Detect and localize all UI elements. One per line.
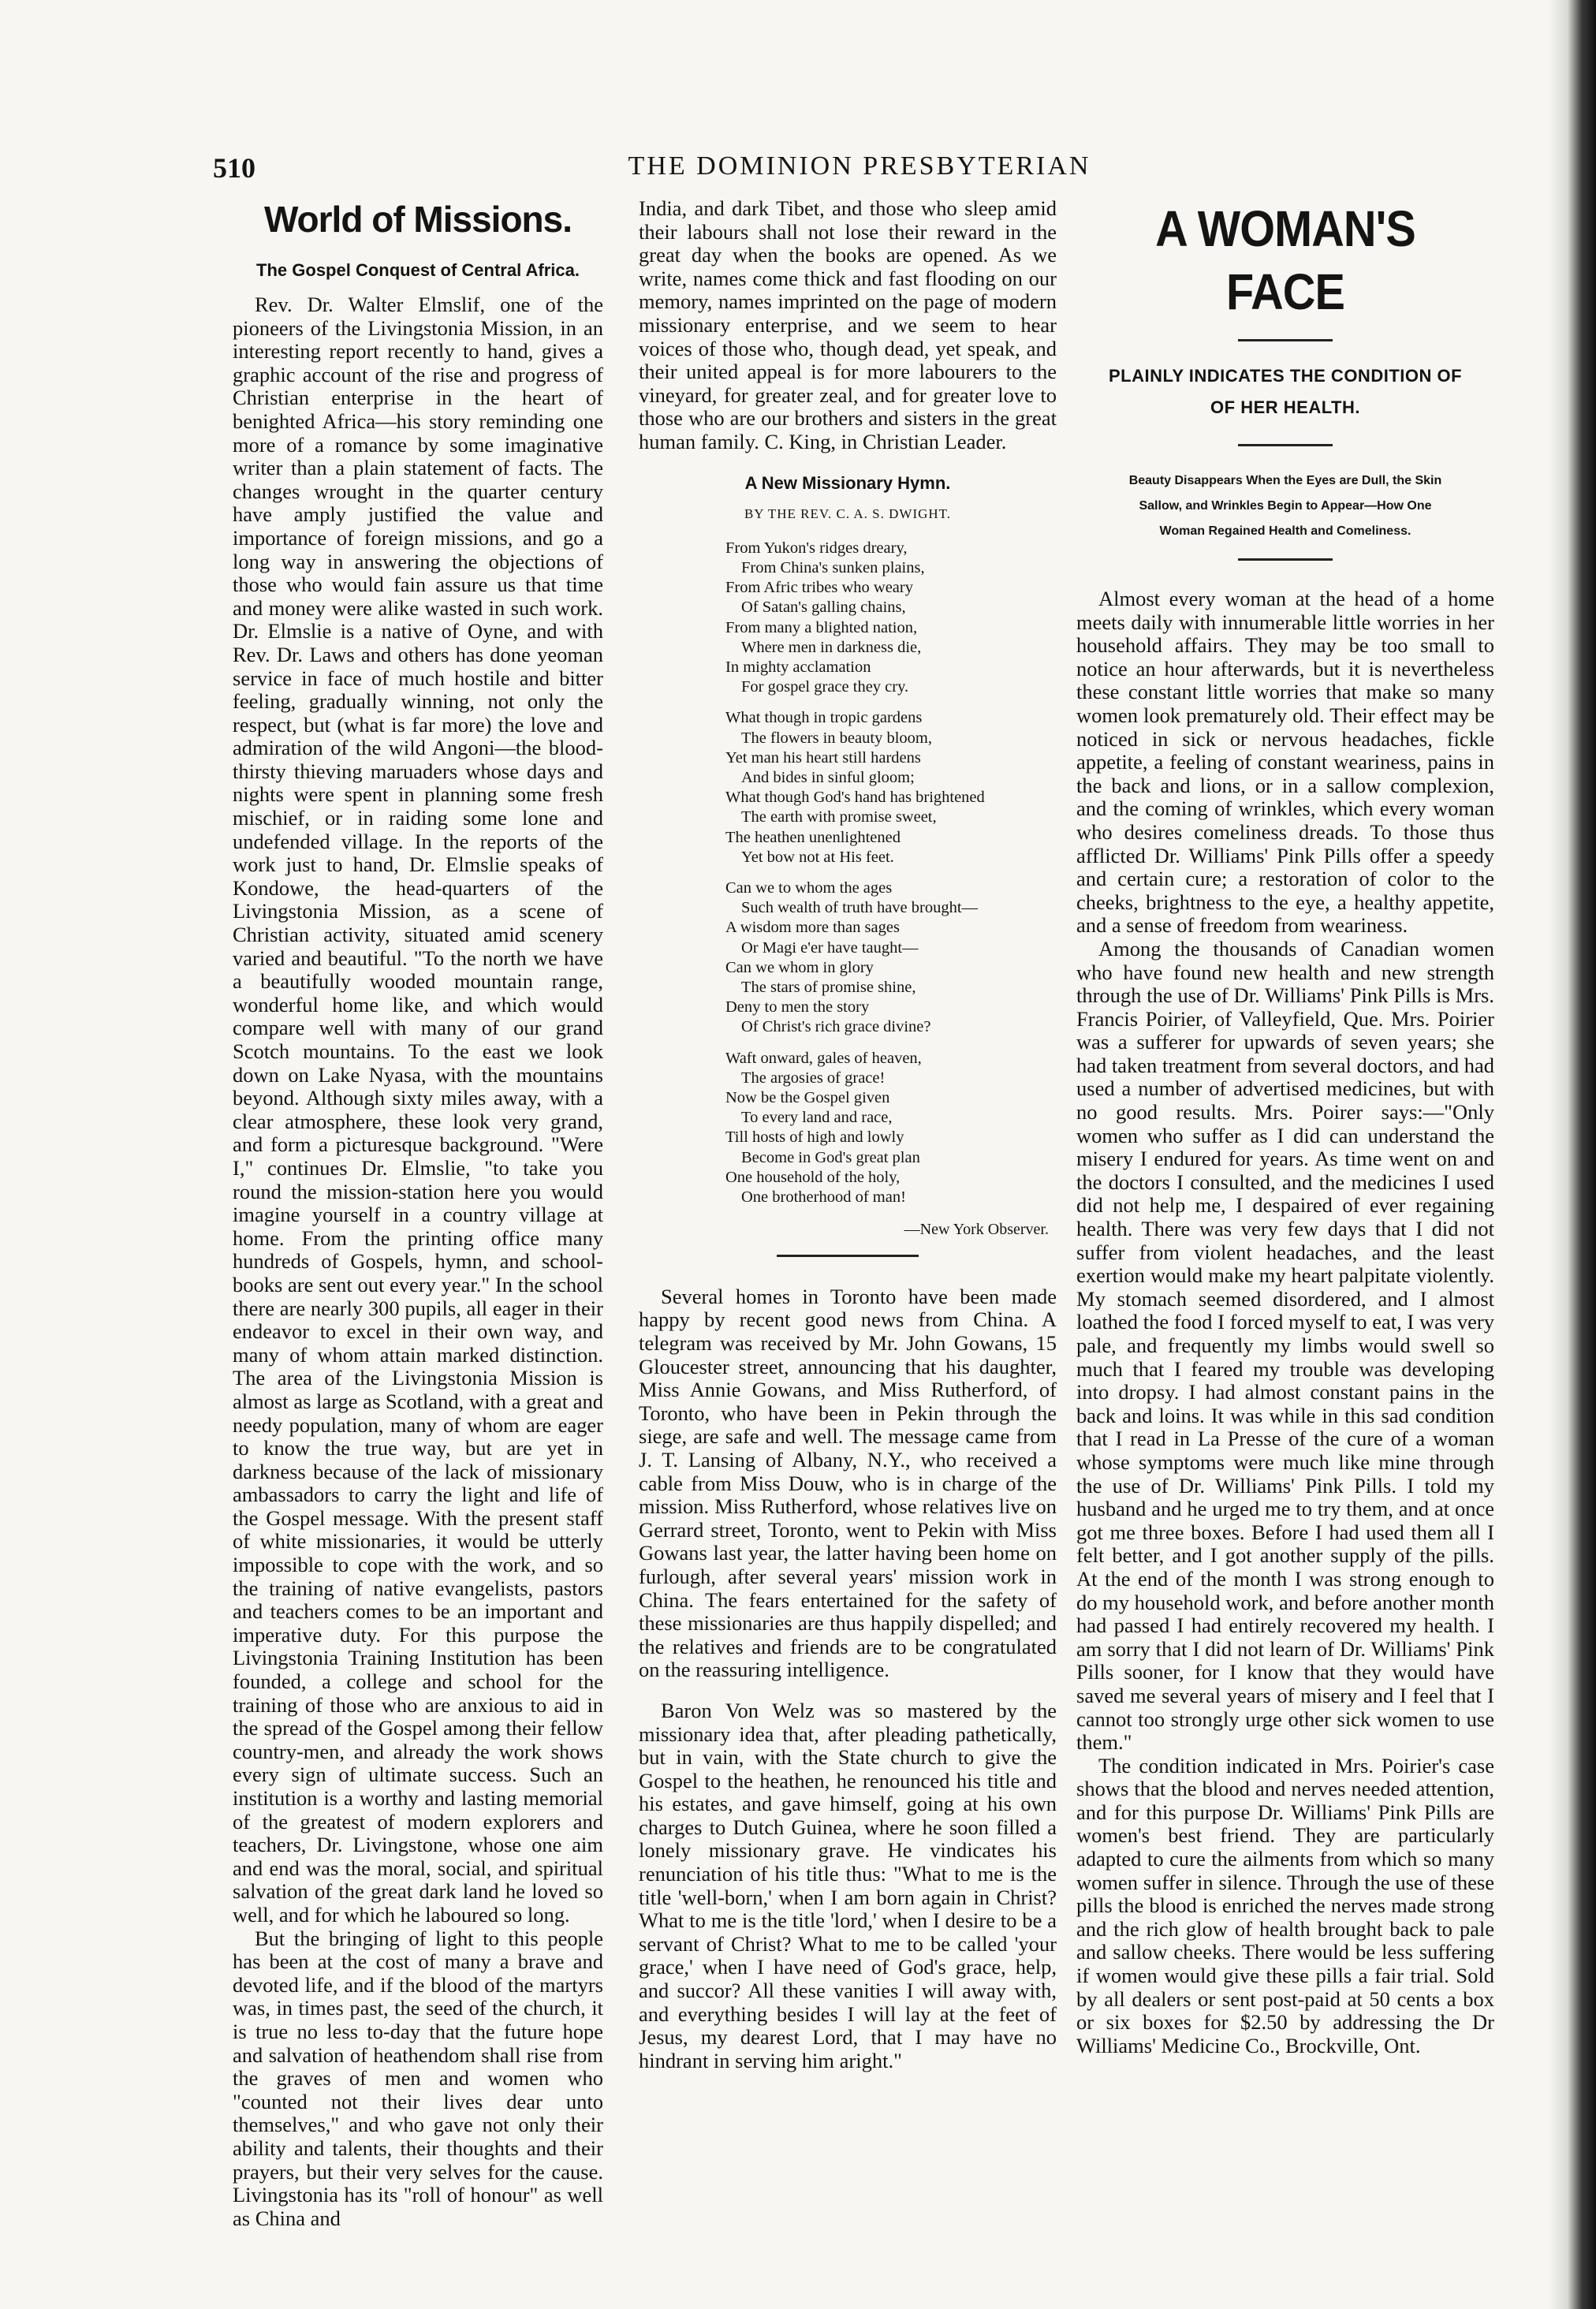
hymn-stanza	[725, 708, 1057, 867]
hymn-line: The earth with promise sweet,	[741, 808, 937, 826]
hymn-line: Such wealth of truth have brought—	[741, 899, 979, 917]
hymn-line: The argosies of grace!	[741, 1069, 886, 1087]
ad-subtitle-line: PLAINLY INDICATES THE CONDITION OF	[1108, 366, 1463, 386]
page-header	[213, 151, 1506, 191]
ad-tagline-line: Beauty Disappears When the Eyes are Dull, the Skin	[1128, 474, 1442, 487]
page-number: 510	[213, 152, 255, 184]
hymn-line: Deny to men the story	[725, 998, 870, 1016]
ad-subtitle-line: OF HER HEALTH.	[1210, 397, 1360, 417]
article-title: The Gospel Conquest of Central Africa.	[256, 260, 580, 280]
ad-paragraph: Among the thousands of Canadian women who have found new health and new strength through the use of Dr. Williams' Pink Pills is Mrs. Francis Poirier, of Valleyfield, Que. Mrs. Poirier was a sufferer for upwards of seven years; she had taken treatment from several doctors, and had used a number of advertised medicines, but with no good results. Mrs. Poirer says:—"Only women who suffer as I did can understand the misery I endured for years. As time went on and the doctors I consulted, and the medicines I used did not help me, I despaired of ever regaining health. There was very few days that I did not suffer from violent headaches, and the least exertion would make my heart palpitate violently. My stomach seemed disordered, and I almost loathed the food I forced myself to eat, I was very pale, and frequently my limbs would swell so much that I feared my trouble was developing into dropsy. I had almost constant pains in the back and loins. It was while in this sad condition that I read in La Presse of the cure of a woman whose symptoms were much like mine through the use of Dr. Williams' Pink Pills. I told my husband and he urged me to try them, and at once got me three boxes. Before I had used them all I felt better, and I got another supply of the pills. At the end of the month I was strong enough to do my household work, and before another month had passed I had entirely recovered my health. I am sorry that I did not learn of Dr. Williams' Pink Pills sooner, for I know that they would have saved me several years of misery and I feel that I cannot too strongly urge other sick women to use them."	[1076, 936, 1494, 1755]
page-edge-shadow	[1549, 0, 1596, 2309]
column-left	[233, 197, 603, 2230]
news-paragraph-toronto: Several homes in Toronto have been made happy by recent good news from China. A telegram was received by Mr. John Gowans, 15 Gloucester street, announcing that his daughter, Miss Annie Gowans, and Miss Rutherford, of Toronto, who have been in Pekin through the siege, are safe and well. The message came from J. T. Lansing of Albany, N.Y., who received a cable from Miss Douw, who is in charge of the mission. Miss Rutherford, whose relatives live on Gerrard street, Toronto, went to Pekin with Miss Gowans last year, the latter having been home on furlough, after several years' mission work in China. The fears entertained for the safety of these missionaries are thus happily dispelled; and the relatives and friends are to be congratulated on the reassuring intelligence.	[639, 1284, 1057, 1682]
column-middle	[639, 197, 1057, 2072]
hymn-author: BY THE REV. C. A. S. DWIGHT.	[744, 506, 952, 522]
hymn-line: One household of the holy,	[725, 1168, 901, 1186]
ad-divider	[1238, 558, 1333, 561]
article-continuation: India, and dark Tibet, and those who sleep amid their labours shall not lose their reward in the great day when the books are opened. As we write, names come thick and fast flooding on our memory, names imprinted on the page of modern missionary enterprise, and we seem to hear voices of those who, though dead, yet speak, and their united appeal is for more labourers to the vineyard, for greater zeal, and for greater love to those who are our brothers and sisters in the great human family. C. King, in Christian Leader.	[639, 196, 1057, 453]
hymn-line: The stars of promise shine,	[741, 978, 916, 996]
hymn-line: Yet bow not at His feet.	[741, 848, 894, 866]
hymn-line: And bides in sinful gloom;	[741, 768, 915, 786]
hymn-line: Waft onward, gales of heaven,	[725, 1049, 922, 1067]
ad-title: A WOMAN'S FACE	[1155, 200, 1415, 320]
hymn-line: To every land and race,	[741, 1109, 893, 1127]
hymn-line: A wisdom more than sages	[725, 919, 900, 937]
hymn-line: Now be the Gospel given	[725, 1089, 890, 1106]
hymn-line: Become in God's great plan	[741, 1148, 920, 1166]
hymn-line: For gospel grace they cry.	[741, 678, 909, 696]
ad-tagline-line: Sallow, and Wrinkles Begin to Appear—How One	[1139, 499, 1432, 513]
hymn-line: Can we to whom the ages	[725, 878, 893, 897]
hymn-line: From China's sunken plains,	[741, 558, 925, 576]
hymn-line: Can we whom in glory	[725, 958, 874, 976]
ad-tagline-line: Woman Regained Health and Comeliness.	[1159, 524, 1411, 538]
hymn-line: From Afric tribes who weary	[725, 579, 913, 597]
hymn-line: In mighty acclamation	[725, 658, 871, 676]
ad-divider	[1238, 444, 1333, 446]
hymn-line: Of Satan's galling chains,	[741, 599, 906, 617]
ad-paragraph: The condition indicated in Mrs. Poirier's case shows that the blood and nerves needed attention, and for this purpose Dr. Williams' Pink Pills are women's best friend. They are particularly adapted to cure the ailments from which so many women suffer in silence. Through the use of these pills the blood is enriched the nerves made strong and the rich glow of health brought back to pale and sallow cheeks. There would be less suffering if women would give these pills a fair trial. Sold by all dealers or sent post-paid at 50 cents a box or six boxes for $2.50 by addressing the Dr Williams' Medicine Co., Brockville, Ont.	[1076, 1753, 1494, 2057]
article-paragraph: Rev. Dr. Walter Elmslif, one of the pioneers of the Livingstonia Mission, in an interesting report recently to hand, gives a graphic account of the rise and progress of Christian enterprise in the heart of benighted Africa—his story reminding one more of a romance by some imaginative writer than a plain statement of facts. The changes wrought in the quarter century have amply justified the value and importance of foreign missions, and go a long way in answering the objections of those who would fain assure us that time and money were alike wasted in such work. Dr. Elmslie is a native of Oyne, and with Rev. Dr. Laws and others has done yeoman service in face of much hostile and bitter feeling, gradually winning, not only the respect, but (what is far more) the love and admiration of the wild Angoni—the blood-thirsty thieving maruaders whose days and nights were spent in planning some fresh mischief, or in raiding some lone and undefended village. In the reports of the work just to hand, Dr. Elmslie speaks of Kondowe, the head-quarters of the Livingstonia Mission, as a scene of Christian activity, situated amid scenery varied and beautiful. "To the north we have a beautifully wooded mountain range, wonderful home like, and which would compare well with many of our grand Scotch mountains. To the east we look down on Lake Nyasa, with the mountains beyond. Although sixty miles away, with a clear atmosphere, these look very grand, and form a picturesque background. "Were I," continues Dr. Elmslie, "to take you round the mission-station here you would imagine yourself in a country village at home. From the printing office many hundreds of Gospels, hymn, and school-books are sent out every year." In the school there are nearly 300 pupils, all eager in their endeavor to excel in their own way, and many of whom attain marked distinction. The area of the Livingstonia Mission is almost as large as Scotland, with a great and needy population, many of whom are eager to know the true way, but are yet in darkness because of the lack of missionary ambassadors to carry the light and life of the Gospel message. With the present staff of white missionaries, it would be utterly impossible to cope with the work, and so the training of native evangelists, pastors and teachers comes to be an important and imperative duty. For this purpose the Livingstonia Training Institution has been founded, a college and school for the training of those who are anxious to aid in the spread of the Gospel among their fellow country-men, and already the work shows every sign of ultimate success. Such an institution is a worthy and lasting memorial of the greatest of modern explorers and teachers, Dr. Livingstone, whose one aim and end was the moral, social, and spiritual salvation of the great dark land he loved so well, and for which he laboured so long.	[233, 293, 603, 1927]
hymn-line: Of Christ's rich grace divine?	[741, 1018, 931, 1036]
hymn-stanza	[725, 1049, 1057, 1208]
section-title: World of Missions.	[263, 199, 572, 240]
hymn-line: Where men in darkness die,	[741, 638, 922, 656]
hymn-stanza	[725, 878, 1057, 1038]
article-paragraph: But the bringing of light to this people has been at the cost of many a brave and devoted life, and if the blood of the martyrs was, in times past, the seed of the church, it is true no less to-day that the future hope and salvation of heathendom shall rise from the graves of men and women who "counted not their lives dear unto themselves," and who gave not only their ability and talents, their thoughts and their prayers, but their very selves for the cause. Livingstonia has its "roll of honour" as well as China and	[233, 1926, 603, 2230]
news-paragraph-baron: Baron Von Welz was so mastered by the missionary idea that, after pleading pathetically, but in vain, with the State church to give the Gospel to the heathen, he renounced his title and his estates, and gave himself, going at his own charges to Dutch Guinea, where he soon filled a lonely missionary grave. He vindicates his renunciation of his title thus: "What to me is the title 'well-born,' when I am born again in Christ? What to me is the title 'lord,' when I desire to be a servant of Christ? What to me to be called 'your grace,' when I have need of God's grace, help, and succor? All these vanities I will away with, and everything besides I will lay at the feet of Jesus, my dearest Lord, that I may have no hindrant in serving him aright."	[639, 1698, 1057, 2072]
hymn-line: Or Magi e'er have taught—	[741, 938, 919, 957]
ad-body	[1076, 588, 1494, 2057]
section-divider	[777, 1255, 919, 1257]
hymn-line: One brotherhood of man!	[741, 1188, 906, 1207]
ad-divider	[1238, 339, 1333, 341]
hymn-line: What though God's hand has brightened	[725, 789, 985, 807]
ad-paragraph: Almost every woman at the head of a home meets daily with innumerable little worries in her household affairs. They may be too small to notice an hour afterwards, but it is nevertheless these constant little worries that make so many women look prematurely old. Their effect may be noticed in sick or nervous headaches, fickle appetite, a feeling of constant weariness, pains in the back and lions, or in a sallow complexion, and the coming of wrinkles, which every woman who desires comeliness dreads. To those thus afflicted Dr. Williams' Pink Pills offer a speedy and certain cure; a restoration of color to the cheeks, brightness to the eye, a healthy appetite, and a sense of freedom from weariness.	[1076, 587, 1494, 938]
running-title: THE DOMINION PRESBYTERIAN	[628, 151, 1091, 181]
hymn-line: Till hosts of high and lowly	[725, 1128, 904, 1147]
hymn-line: What though in tropic gardens	[725, 709, 923, 727]
hymn-title: A New Missionary Hymn.	[744, 472, 951, 493]
hymn-stanza	[725, 539, 1057, 698]
hymn-line: Yet man his heart still hardens	[725, 748, 921, 767]
hymn-source: —New York Observer.	[904, 1221, 1049, 1239]
hymn-line: The heathen unenlightened	[725, 828, 901, 846]
hymn-line: The flowers in beauty bloom,	[741, 729, 932, 747]
hymn-line: From many a blighted nation,	[725, 618, 918, 636]
hymn-line: From Yukon's ridges dreary,	[725, 539, 908, 557]
column-right	[1076, 197, 1494, 2057]
